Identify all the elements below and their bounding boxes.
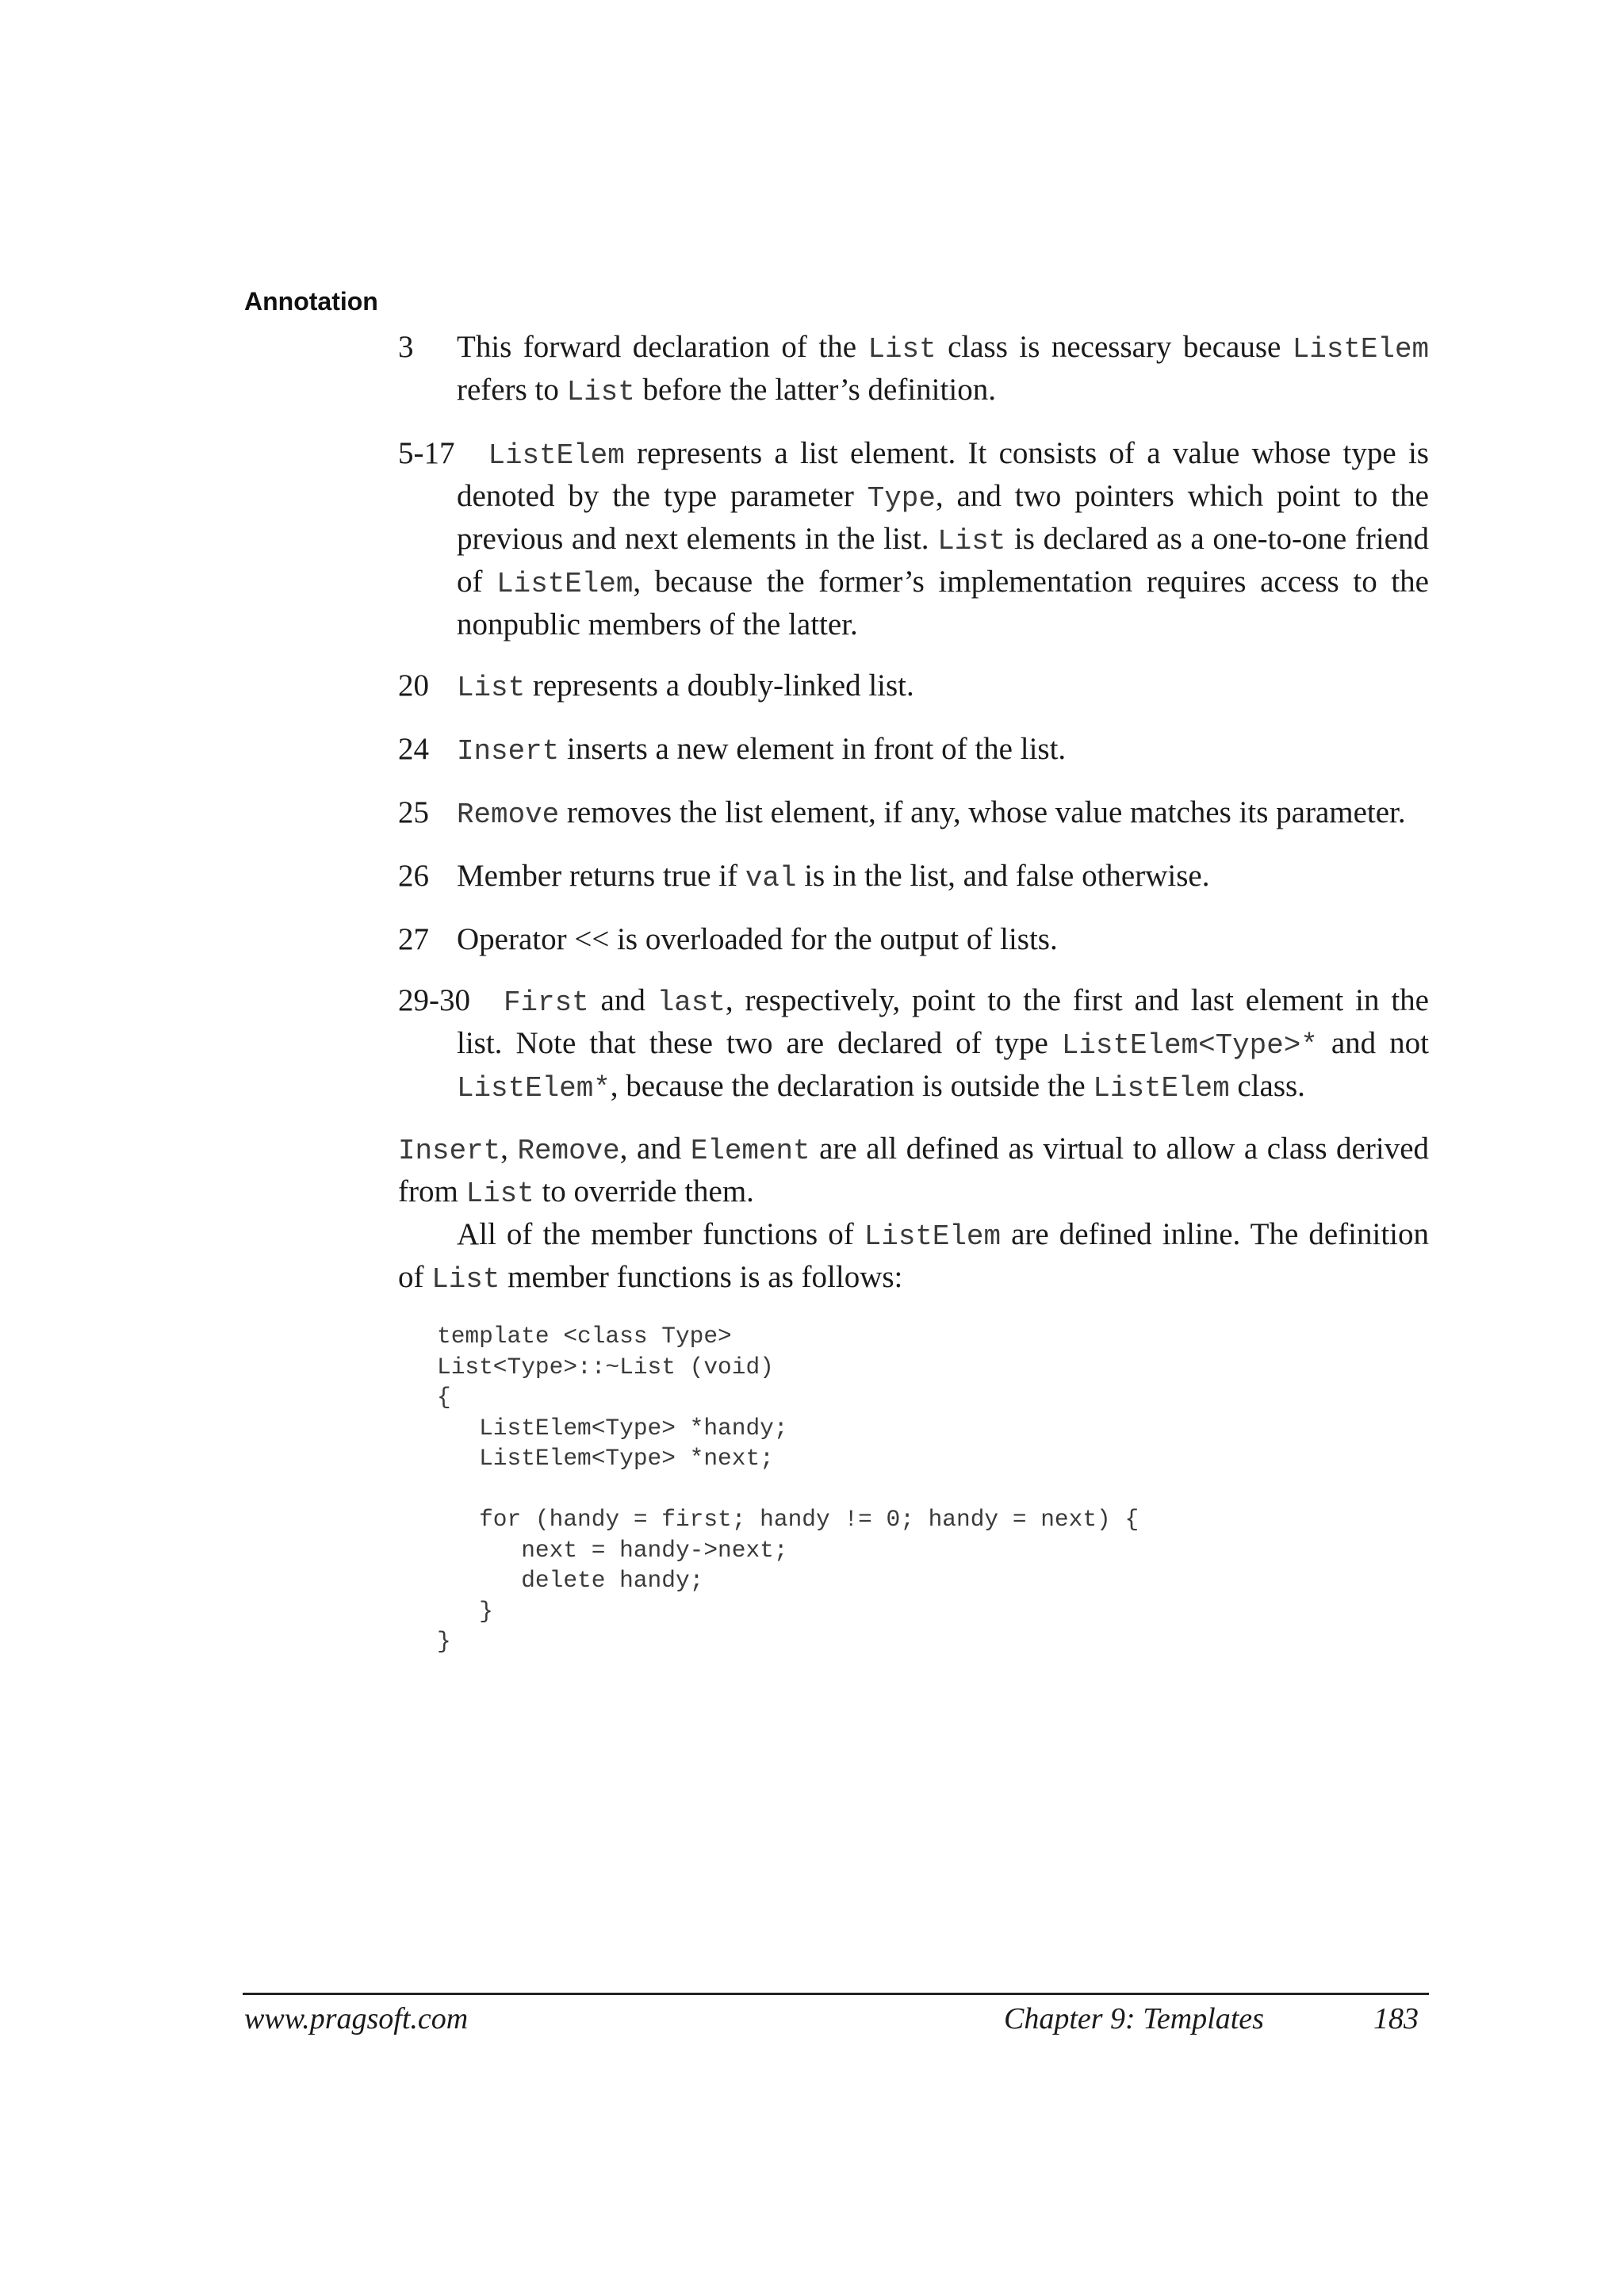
- body-text: [398, 1128, 1429, 1300]
- inline-code: List: [868, 333, 936, 366]
- text-run: and not: [1317, 1026, 1429, 1060]
- text-run: , because the former’s implementation requires access to the nonpublic members of the latter.: [457, 565, 1429, 641]
- inline-code: Remove: [517, 1135, 620, 1167]
- annotation-text: [457, 436, 1429, 641]
- inline-code: List: [431, 1263, 500, 1296]
- text-run: are all defined as virtual to allow a class derived from: [398, 1132, 1430, 1208]
- text-run: refers to: [457, 373, 567, 407]
- annotation-text: [457, 732, 1066, 766]
- text-run: before the latter’s definition.: [634, 373, 996, 407]
- inline-code: val: [745, 862, 797, 894]
- annotation-text: [457, 330, 1429, 407]
- annotation-text: [457, 859, 1209, 893]
- annotation-text: [457, 922, 1058, 956]
- text-run: , and: [619, 1132, 691, 1166]
- inline-code: Insert: [457, 735, 560, 768]
- annotation-text: [457, 983, 1429, 1103]
- annotation-line-number: 26: [398, 859, 429, 893]
- annotation-item: [398, 856, 1429, 898]
- inline-code: List: [937, 525, 1006, 557]
- inline-code: List: [566, 376, 635, 408]
- text-run: class.: [1229, 1069, 1305, 1103]
- annotation-text: [457, 668, 914, 703]
- inline-code: Element: [690, 1135, 810, 1167]
- text-run: to override them.: [534, 1174, 754, 1208]
- annotation-text: [457, 795, 1406, 829]
- page-number: 183: [1373, 2002, 1419, 2035]
- text-run: is declared as a one-to-one friend of: [457, 522, 1429, 599]
- footer-chapter: Chapter 9: Templates: [1004, 2002, 1264, 2035]
- text-run: member functions is as follows:: [500, 1260, 903, 1294]
- inline-code: ListElem: [864, 1220, 1001, 1253]
- inline-code: List: [457, 672, 526, 704]
- inline-code: ListElem: [496, 568, 634, 600]
- section-heading: Annotation: [244, 287, 378, 316]
- annotation-line-number: 5-17: [398, 436, 455, 470]
- body-paragraph: [398, 1128, 1429, 1214]
- footer-url: www.pragsoft.com: [244, 2002, 469, 2035]
- text-run: , and two pointers which point to the previous and next elements in the list.: [457, 479, 1429, 556]
- text-run: , respectively, point to the first and last element in the list. Note that these two are declared of type: [457, 983, 1429, 1060]
- text-run: are defined inline. The definition of: [398, 1217, 1429, 1294]
- inline-code: ListElem: [1292, 333, 1430, 366]
- text-run: ,: [500, 1132, 518, 1166]
- inline-code: ListElem*: [457, 1072, 611, 1105]
- footer-rule: [243, 1993, 1429, 1995]
- inline-code: Remove: [457, 798, 560, 831]
- annotation-line-number: 29-30: [398, 983, 470, 1017]
- annotation-line-number: 3: [398, 330, 414, 364]
- text-run: inserts a new element in front of the list.: [559, 732, 1067, 766]
- annotation-item: [398, 433, 1429, 645]
- annotation-line-number: 24: [398, 732, 429, 766]
- annotation-item: [398, 327, 1429, 412]
- text-run: All of the member functions of: [457, 1217, 864, 1251]
- inline-code: List: [465, 1178, 534, 1210]
- text-run: Member returns true if: [457, 859, 745, 893]
- inline-code: last: [657, 986, 726, 1019]
- annotation-item: [398, 919, 1429, 959]
- annotation-item: [398, 980, 1429, 1109]
- annotation-line-number: 27: [398, 922, 429, 956]
- text-run: , because the declaration is outside the: [610, 1069, 1094, 1103]
- annotation-item: [398, 792, 1429, 835]
- body-paragraph: [398, 1214, 1429, 1300]
- annotation-line-number: 25: [398, 795, 429, 829]
- annotation-line-number: 20: [398, 668, 429, 703]
- text-run: is in the list, and false otherwise.: [796, 859, 1210, 893]
- text-run: Operator << is overloaded for the output of lists.: [457, 922, 1058, 956]
- inline-code: ListElem: [1093, 1072, 1230, 1105]
- annotation-item: [398, 729, 1429, 772]
- text-run: removes the list element, if any, whose value matches its parameter.: [559, 795, 1406, 829]
- text-run: represents a doubly-linked list.: [525, 668, 914, 703]
- code-block: template <class Type> List<Type>::~List (void) { ListElem<Type> *handy; ListElem<Type> *next; for (handy = first; handy != 0; handy = next) { next = handy->next; delete handy; } }: [437, 1323, 1139, 1655]
- annotation-item: [398, 665, 1429, 708]
- inline-code: ListElem<Type>*: [1061, 1029, 1318, 1062]
- inline-code: First: [504, 986, 589, 1019]
- text-run: represents a list element. It consists of a value whose type is denoted by the type parameter: [457, 436, 1429, 513]
- annotation-list: [398, 327, 1429, 1129]
- inline-code: Insert: [398, 1135, 501, 1167]
- text-run: class is necessary because: [936, 330, 1293, 364]
- text-run: This forward declaration of the: [457, 330, 868, 364]
- text-run: and: [588, 983, 657, 1017]
- inline-code: Type: [867, 482, 936, 515]
- inline-code: ListElem: [488, 439, 625, 472]
